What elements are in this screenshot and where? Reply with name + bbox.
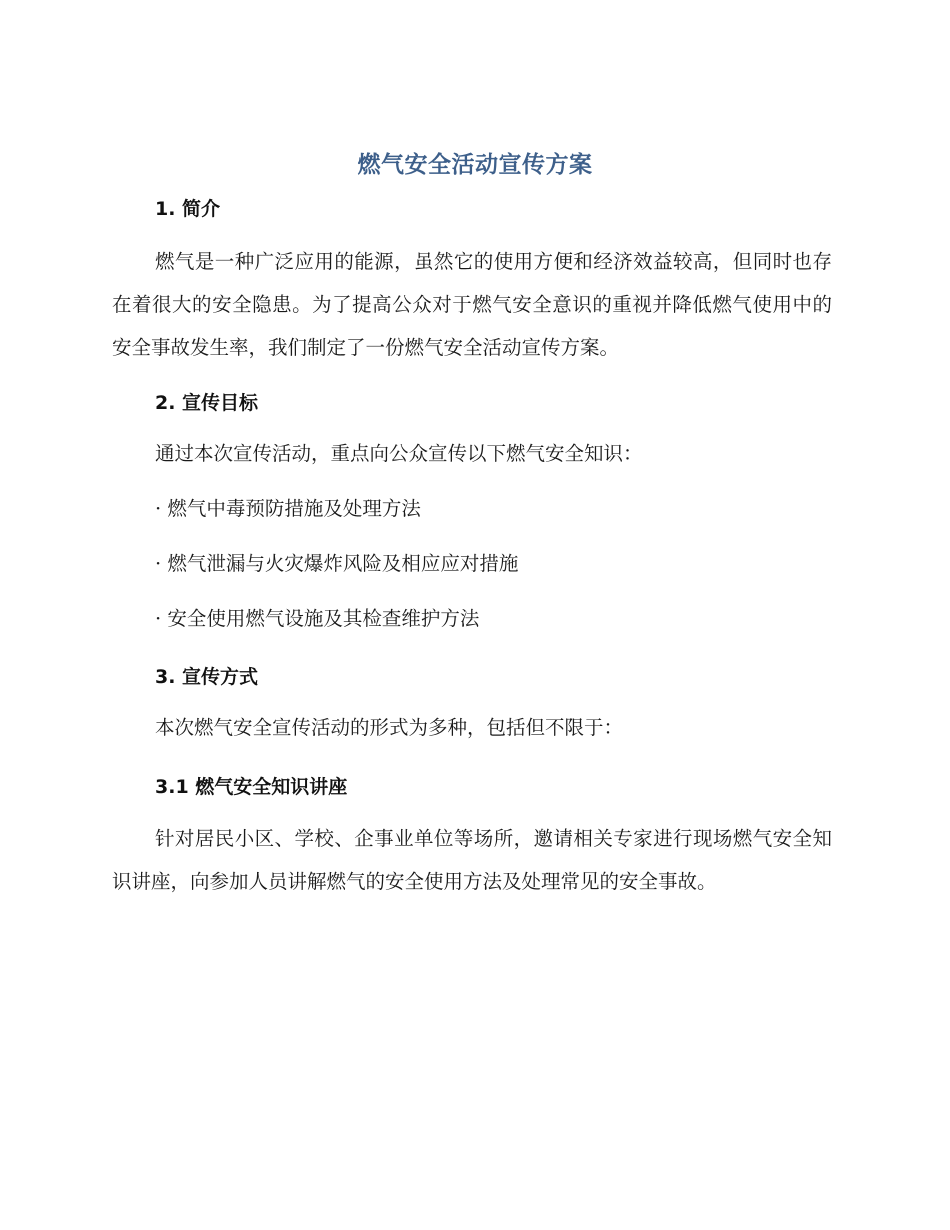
- section-heading-methods: 3. 宣传方式: [155, 666, 259, 688]
- section-heading-intro: 1. 简介: [155, 198, 221, 220]
- goal-bullet-item: · 燃气中毒预防措施及处理方法: [155, 497, 421, 520]
- section-heading-goals: 2. 宣传目标: [155, 392, 259, 414]
- intro-paragraph: 燃气是一种广泛应用的能源，虽然它的使用方便和经济效益较高，但同时也存在着很大的安全隐患。为了提高公众对于燃气安全意识的重视并降低燃气使用中的安全事故发生率，我们制定了一份燃气安全活动宣传方案。: [112, 250, 832, 359]
- subsection-heading-lecture: 3.1 燃气安全知识讲座: [155, 776, 348, 798]
- goal-bullet-item: · 燃气泄漏与火灾爆炸风险及相应应对措施: [155, 552, 519, 575]
- document-title: 燃气安全活动宣传方案: [357, 152, 593, 178]
- goal-bullet-item: · 安全使用燃气设施及其检查维护方法: [155, 607, 480, 630]
- goals-intro-text: 通过本次宣传活动，重点向公众宣传以下燃气安全知识：: [155, 442, 643, 465]
- methods-intro-text: 本次燃气安全宣传活动的形式为多种，包括但不限于：: [155, 716, 624, 739]
- lecture-paragraph: 针对居民小区、学校、企事业单位等场所，邀请相关专家进行现场燃气安全知识讲座，向参加人员讲解燃气的安全使用方法及处理常见的安全事故。: [112, 827, 832, 893]
